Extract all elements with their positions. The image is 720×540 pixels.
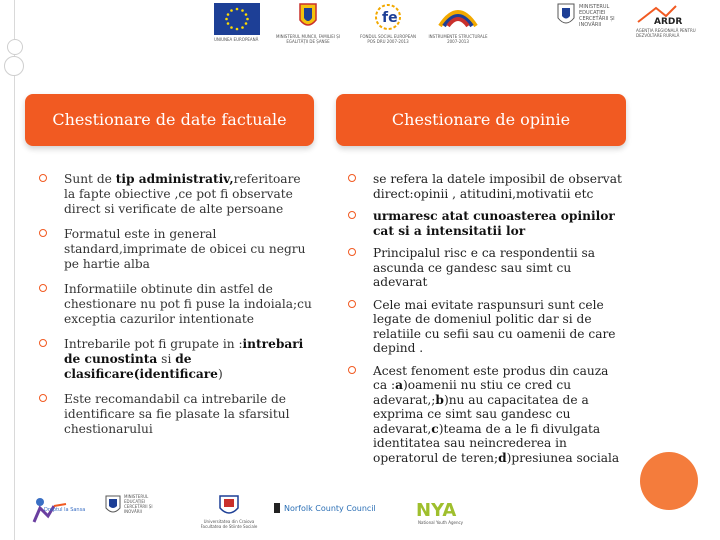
bullet-icon — [39, 229, 47, 237]
eu-flag-logo: UNIUNEA EUROPEANĂ — [214, 3, 260, 43]
opinion-questionnaire-heading: Chestionare de opinie — [336, 94, 626, 146]
university-craiova-logo: Universitatea din Craiova Facultatea de Stiinte Sociale — [198, 494, 260, 528]
bullet-icon — [39, 394, 47, 402]
factual-bullet-list — [64, 172, 314, 447]
factual-questionnaire-heading: Chestionare de date factuale — [25, 94, 314, 146]
dreptul-la-sansa-logo: Dreptul la Sansa — [30, 494, 74, 528]
list-item: Este recomandabil ca intrebarile de identificare sa fie plasate la sfarsitul chestionarului — [64, 392, 314, 437]
list-item: Informatiile obtinute din astfel de chestionare nu pot fi puse la indoiala;cu exceptia cazurilor intentionate — [64, 282, 314, 327]
bullet-icon — [39, 174, 47, 182]
bullet-icon — [39, 284, 47, 292]
decor-circle-orange — [640, 452, 698, 510]
list-item: Principalul risc e ca respondentii sa ascunda ce gandesc sau simt cu adevarat — [373, 246, 623, 290]
bullet-icon — [348, 211, 356, 219]
bullet-icon — [348, 248, 356, 256]
svg-text:ARDR: ARDR — [654, 17, 683, 26]
ministry-education-bottom-logo: MINISTERUL EDUCAȚIEI CERCETĂRII ȘI INOVĂRII — [104, 494, 166, 524]
left-rule — [14, 0, 15, 540]
nya-logo: NYA National Youth Agency — [416, 500, 464, 525]
list-item: Formatul este in general standard,imprimate de obicei cu negru pe hartie alba — [64, 227, 314, 272]
ardr-logo: ARDR AGENȚIA REGIONALĂ PENTRU DEZVOLTARE RURALĂ — [636, 4, 702, 46]
opinion-bullet-list — [373, 172, 623, 473]
fse-logo: fe FONDUL SOCIAL EUROPEAN POS DRU 2007-2013 — [358, 2, 418, 44]
decor-circle — [4, 56, 24, 76]
list-item: Sunt de tip administrativ,referitoare la fapte obiective ,ce pot fi observate direct si verificate de alte persoane — [64, 172, 314, 217]
ministry-education-logo: MINISTERUL EDUCAȚIEI CERCETĂRII ȘI INOVĂRII — [555, 2, 621, 46]
list-item: se refera la datele imposibil de observat direct:opinii , atitudini,motivatii etc — [373, 172, 623, 201]
bullet-icon — [348, 174, 356, 182]
list-item: Acest fenoment este produs din cauza ca :a)oamenii nu stiu ce cred cu adevarat,;b)nu au capacitatea de a exprima ce simt sau gandesc cu adevarat,c)teama de a le fi divulgata identitatea sau neincrederea in operatorul de teren;d)presiunea sociala — [373, 364, 623, 466]
list-item: Cele mai evitate raspunsuri sunt cele legate de domeniul politic dar si de relatiile cu sefii sau cu oamenii de care depind . — [373, 298, 623, 356]
list-item: urmaresc atat cunoasterea opinilor cat si a intensitatii lor — [373, 209, 623, 238]
list-item: Intrebarile pot fi grupate in :intrebari de cunostinta si de clasificare(identificare) — [64, 337, 314, 382]
bullet-icon — [39, 339, 47, 347]
structural-instruments-logo: INSTRUMENTE STRUCTURALE 2007-2013 — [428, 2, 488, 44]
bullet-icon — [348, 300, 356, 308]
norfolk-logo: Norfolk County Council — [274, 503, 384, 517]
ministry-labour-logo: MINISTERUL MUNCII, FAMILIEI ȘI EGALITĂȚII DE ȘANSE — [276, 2, 340, 44]
svg-text:NYA: NYA — [416, 500, 457, 520]
svg-text:fe: fe — [382, 10, 398, 26]
decor-circle — [7, 39, 23, 55]
bullet-icon — [348, 366, 356, 374]
